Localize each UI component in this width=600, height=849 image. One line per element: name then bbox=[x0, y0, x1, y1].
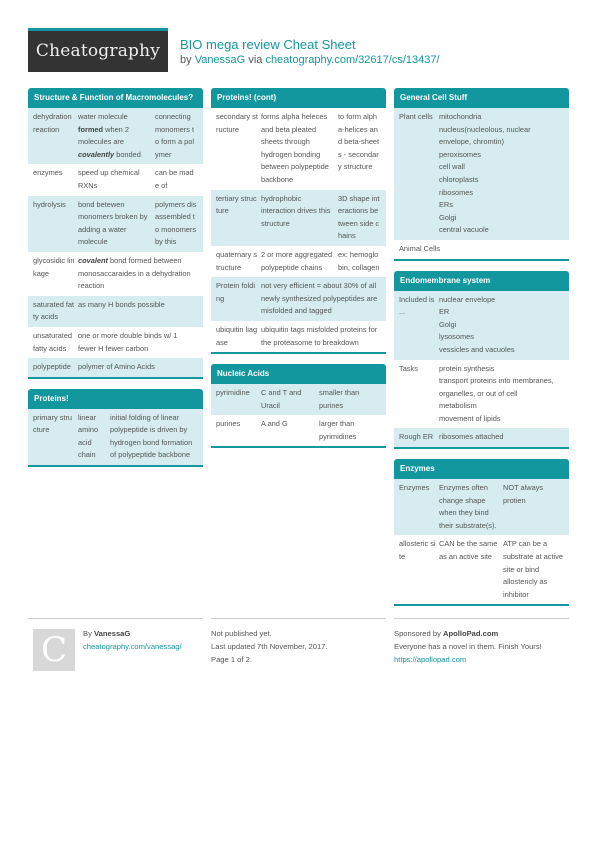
by-label: by bbox=[180, 54, 192, 66]
section-title: General Cell Stuff bbox=[394, 88, 569, 108]
table-row bbox=[394, 360, 569, 429]
section-macromolecules bbox=[28, 88, 203, 379]
table-row bbox=[394, 108, 569, 240]
table-row bbox=[394, 535, 569, 604]
table-row bbox=[211, 190, 386, 246]
header bbox=[28, 28, 588, 74]
note: larger than pyrimidines bbox=[319, 419, 357, 441]
page-number: Page 1 of 2. bbox=[211, 655, 252, 664]
footer-author: C By VanessaG cheatography.com/vanessag/ bbox=[28, 618, 203, 678]
animal-cells-row: Animal Cells bbox=[399, 243, 441, 253]
footer-author-name[interactable]: VanessaG bbox=[93, 629, 131, 638]
table-row bbox=[28, 164, 203, 195]
definition-list: nuclear envelope ER Golgi lysosomes vessicles and vacuoles bbox=[439, 294, 515, 354]
table-row bbox=[28, 108, 203, 164]
term: hydrolysis bbox=[33, 199, 66, 209]
term: tertiary structure bbox=[216, 193, 257, 216]
term: Protein folding bbox=[216, 281, 256, 303]
definition-list: mitochondria nucleus(nucleolous, nuclear envelope, chromtin) peroxisomes cell wall chloroplasts ribosomes ERs Golgi central vacuole bbox=[439, 112, 531, 235]
term: polypeptide bbox=[33, 362, 71, 372]
term: pyrimidine bbox=[216, 388, 250, 398]
byline bbox=[180, 53, 440, 67]
sponsor-link[interactable]: https://apollopad.com bbox=[394, 655, 467, 664]
note: NOT always protien bbox=[503, 483, 544, 505]
definition: 2 or more aggregated polypeptide chains bbox=[261, 249, 333, 272]
term: allosteric site bbox=[399, 539, 436, 562]
section-proteins bbox=[28, 389, 203, 467]
definition: ubiquitin tags misfolded proteins for the proteasome to breakdown bbox=[261, 324, 378, 347]
footer-status bbox=[211, 618, 386, 678]
term: Enzymes bbox=[399, 483, 430, 493]
note: 3D shape interactions between side chains bbox=[338, 193, 380, 241]
column-3 bbox=[394, 88, 569, 616]
section-title: Enzymes bbox=[394, 459, 569, 479]
term: Rough ER bbox=[399, 432, 434, 442]
table-row bbox=[211, 321, 386, 352]
sheet-url-link[interactable]: cheatography.com/32617/cs/13437/ bbox=[265, 54, 440, 66]
author-link[interactable]: VanessaG bbox=[194, 54, 246, 66]
via-label: via bbox=[248, 54, 263, 66]
table-row bbox=[28, 196, 203, 252]
footer bbox=[28, 618, 588, 678]
definition: A and G bbox=[261, 419, 288, 429]
table-row bbox=[394, 479, 569, 535]
column-1 bbox=[28, 88, 203, 477]
table-row bbox=[211, 277, 386, 321]
definition: covalent bond formed between monosaccaraides in a dehydration reaction bbox=[78, 255, 191, 291]
publish-status: Not published yet. bbox=[211, 629, 272, 638]
section-nucleic-acids bbox=[211, 364, 386, 448]
term: glycosidic linkage bbox=[33, 255, 75, 278]
table-row bbox=[28, 296, 203, 327]
definition: one or more double binds w/ 1 fewer H fewer carbon bbox=[78, 330, 178, 353]
note: ATP can be a substrate at active site or bind allostericly as inhibitor bbox=[503, 539, 563, 599]
section-title: Endomembrane system bbox=[394, 271, 569, 291]
table-row bbox=[211, 108, 386, 190]
term: enzymes bbox=[33, 168, 63, 178]
term: quaternary structure bbox=[216, 249, 258, 272]
definition-list: protein synthesis transport proteins into membranes, organelles, or out of cell metabolism movement of lipids bbox=[439, 363, 554, 423]
note: to form alpha-helices and beta-sheets - secondary structure bbox=[338, 112, 380, 172]
term: Included is ... bbox=[399, 294, 435, 317]
author-profile-link[interactable]: cheatography.com/vanessag/ bbox=[83, 642, 182, 651]
sponsor-text: Everyone has a novel in them. Finish Yours! bbox=[394, 642, 542, 651]
note: smaller than purines bbox=[319, 388, 360, 410]
note: can be made of bbox=[155, 168, 194, 190]
sheet-title[interactable]: BIO mega review Cheat Sheet bbox=[180, 37, 356, 52]
footer-sponsor: Sponsored by ApolloPad.com Everyone has a novel in them. Finish Yours! https://apollopad.com bbox=[394, 618, 569, 678]
definition: speed up chemical RXNs bbox=[78, 168, 140, 190]
term: purines bbox=[216, 419, 241, 429]
term: Tasks bbox=[399, 363, 418, 373]
definition: Enzymes often change shape when they bind their substrate(s). bbox=[439, 483, 497, 530]
definition: water molecule formed when 2 molecules are covalently bonded bbox=[78, 112, 141, 159]
note: initial folding of linear polypeptide is driven by hydrogen bond formation of polypeptide backbone bbox=[110, 412, 193, 460]
definition: as many H bonds possible bbox=[78, 299, 165, 309]
definition: not very efficient = about 30% of all newly synthesized polypeptides are misfolded and tagged bbox=[261, 281, 378, 316]
table-row bbox=[28, 327, 203, 358]
cheatography-logo[interactable]: Cheatography bbox=[28, 28, 168, 72]
note: polymers disassembled to monomers by this bbox=[155, 199, 197, 247]
table-row bbox=[28, 409, 203, 465]
note: connecting monomers to form a polymer bbox=[155, 112, 195, 159]
definition: linear amino acid chain bbox=[78, 412, 99, 460]
definition: forms alpha heleces and beta pleated sheets through hydrogen bonding between polypeptide backbone bbox=[261, 112, 329, 184]
section-enzymes bbox=[394, 459, 569, 606]
table-row bbox=[211, 246, 386, 277]
table-row bbox=[394, 428, 569, 447]
table-row bbox=[394, 291, 569, 360]
term: primary structure bbox=[33, 412, 73, 435]
note: ex: hemoglobin, collagen bbox=[338, 249, 380, 272]
term: dehydration reaction bbox=[33, 112, 72, 134]
definition: polymer of Amino Acids bbox=[78, 362, 155, 372]
term: unsaturated fatty acids bbox=[33, 330, 73, 353]
section-proteins-cont bbox=[211, 88, 386, 354]
column-2 bbox=[211, 88, 386, 458]
sponsor-name[interactable]: ApolloPad.com bbox=[442, 629, 499, 638]
avatar: C bbox=[33, 629, 75, 671]
term: secondary structure bbox=[216, 112, 258, 134]
term: ubiquitin liagase bbox=[216, 324, 258, 347]
definition: hydrophobic interaction drives this structure bbox=[261, 193, 331, 228]
definition: C and T and Uracil bbox=[261, 388, 302, 410]
table-row bbox=[211, 415, 386, 446]
section-title: Nucleic Acids bbox=[211, 364, 386, 384]
table-row bbox=[28, 358, 203, 377]
section-endomembrane bbox=[394, 271, 569, 450]
section-title: Proteins! bbox=[28, 389, 203, 409]
table-row bbox=[211, 384, 386, 415]
definition: ribosomes attached bbox=[439, 432, 504, 442]
term: Plant cells bbox=[399, 112, 433, 121]
section-title: Structure & Function of Macromolecules? bbox=[28, 88, 203, 108]
term: saturated fatty acids bbox=[33, 299, 75, 322]
definition: CAN be the same as an active site bbox=[439, 539, 498, 562]
definition: bond betewen monomers broken by adding a water molecule bbox=[78, 199, 148, 247]
section-general-cell bbox=[394, 88, 569, 261]
title-block bbox=[180, 37, 440, 67]
section-title: Proteins! (cont) bbox=[211, 88, 386, 108]
last-updated: Last updated 7th November, 2017. bbox=[211, 642, 328, 651]
table-row bbox=[28, 252, 203, 296]
